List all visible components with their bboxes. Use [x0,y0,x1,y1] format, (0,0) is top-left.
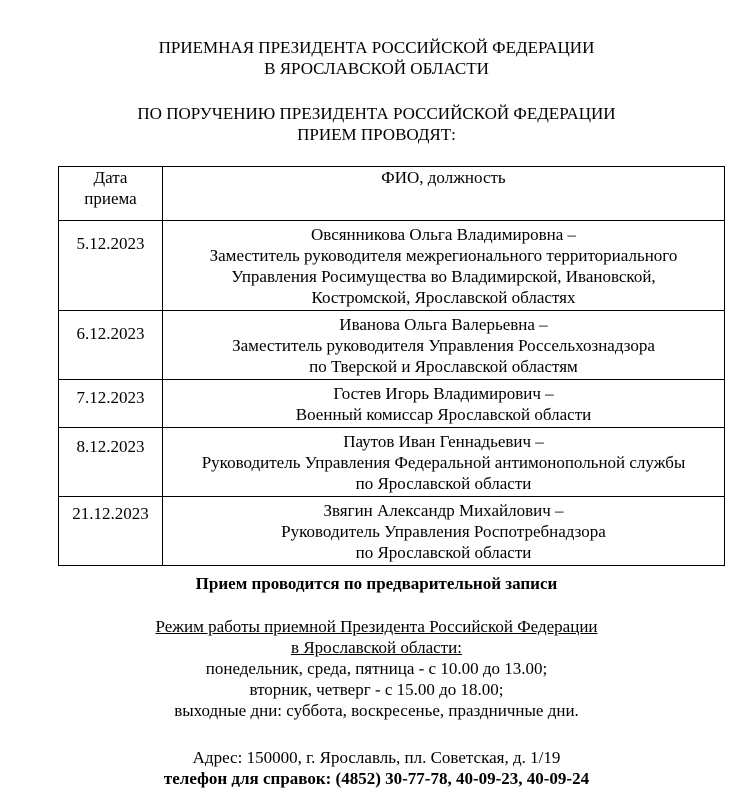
working-hours-title-line-1: Режим работы приемной Президента Российской Федерации [155,617,598,636]
official-name: Овсянникова Ольга Владимировна – [310,225,577,244]
official-cell [163,380,725,428]
official-position: Военный комиссар Ярославской области [295,405,592,424]
table-header-row [59,167,725,221]
header-line-4: ПРИЕМ ПРОВОДЯТ: [297,125,456,144]
official-position: Костромской, Ярославской областях [311,288,576,307]
official-name: Звягин Александр Михайлович – [323,501,564,520]
address-text: Адрес: 150000, г. Ярославль, пл. Советская, д. 1/19 [192,748,561,767]
phone-text: телефон для справок: (4852) 30-77-78, 40-09-23, 40-09-24 [163,769,590,788]
working-hours-line-1: понедельник, среда, пятница - с 10.00 до 13.00; [205,659,548,678]
official-name: Паутов Иван Геннадьевич – [343,432,544,451]
official-position: Управления Росимущества во Владимирской, Ивановской, [231,267,656,286]
reception-date: 8.12.2023 [59,428,163,497]
column-header-date-line-1: Дата [93,168,128,187]
official-position: по Ярославской области [355,543,532,562]
header-org [0,37,753,79]
table-row [59,497,725,566]
appointment-notice: Прием проводится по предварительной записи [195,574,558,593]
official-name: Иванова Ольга Валерьевна – [339,315,548,334]
header-commission [0,103,753,145]
official-position: по Ярославской области [355,474,532,493]
working-hours-title-line-2: в Ярославской области: [291,638,462,657]
official-cell [163,428,725,497]
reception-date: 5.12.2023 [59,221,163,311]
table-row [59,221,725,311]
official-name: Гостев Игорь Владимирович – [333,384,554,403]
official-position: Руководитель Управления Роспотребнадзора [281,522,606,541]
official-cell [163,221,725,311]
official-position: по Тверской и Ярославской областям [309,357,578,376]
reception-date: 21.12.2023 [59,497,163,566]
header-line-3: ПО ПОРУЧЕНИЮ ПРЕЗИДЕНТА РОССИЙСКОЙ ФЕДЕРАЦИИ [137,104,616,123]
column-header-fio: ФИО, должность [163,167,725,221]
working-hours [0,616,753,721]
table-row [59,428,725,497]
working-hours-line-2: вторник, четверг - с 15.00 до 18.00; [249,680,504,699]
official-cell [163,497,725,566]
official-cell [163,311,725,380]
official-position: Заместитель руководителя Управления Россельхознадзора [232,336,655,355]
table-row [59,380,725,428]
contacts [0,747,753,789]
official-position: Руководитель Управления Федеральной антимонопольной службы [201,453,686,472]
reception-date: 7.12.2023 [59,380,163,428]
table-row [59,311,725,380]
reception-schedule-table [58,166,725,566]
reception-date: 6.12.2023 [59,311,163,380]
header-line-2: В ЯРОСЛАВСКОЙ ОБЛАСТИ [264,59,489,78]
column-header-date-line-2: приема [84,189,137,208]
working-hours-line-3: выходные дни: суббота, воскресенье, праздничные дни. [174,701,579,720]
column-header-date [59,167,163,221]
header-line-1: ПРИЕМНАЯ ПРЕЗИДЕНТА РОССИЙСКОЙ ФЕДЕРАЦИИ [158,38,595,57]
official-position: Заместитель руководителя межрегионального территориального [209,246,678,265]
